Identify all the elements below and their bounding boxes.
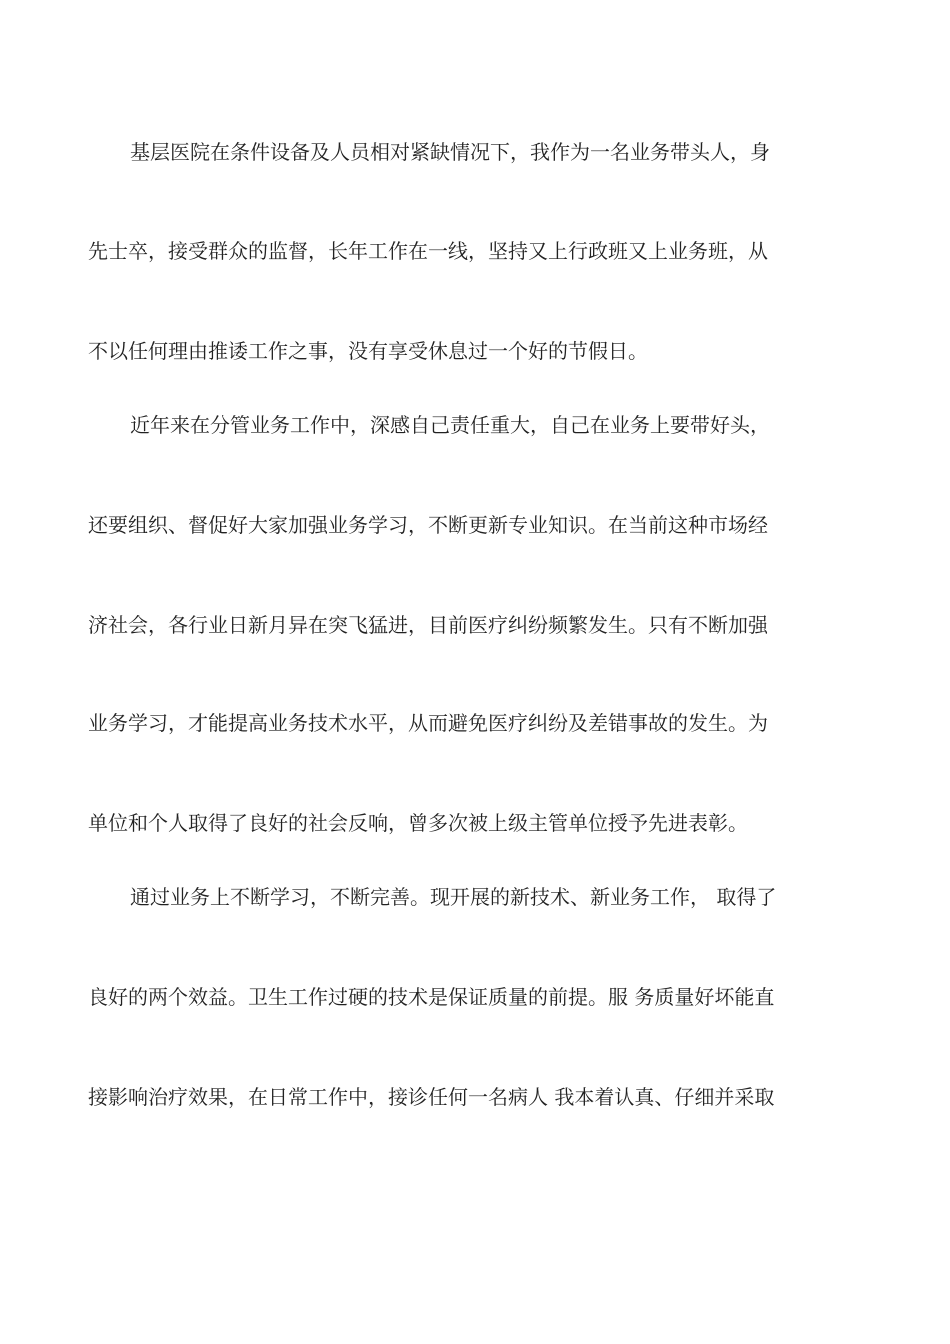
paragraph-2-line-2: 还要组织、督促好大家加强业务学习，不断更新专业知识。在当前这种市场经 bbox=[88, 513, 768, 537]
paragraph-1-line-1: 基层医院在条件设备及人员相对紧缺情况下，我作为一名业务带头人，身 bbox=[130, 140, 770, 164]
paragraph-2-line-5: 单位和个人取得了良好的社会反响，曾多次被上级主管单位授予先进表彰。 bbox=[88, 811, 748, 835]
paragraph-2-line-3: 济社会，各行业日新月异在突飞猛进，目前医疗纠纷频繁发生。只有不断加强 bbox=[88, 613, 768, 637]
paragraph-3-line-1: 通过业务上不断学习，不断完善。现开展的新技术、新业务工作， 取得了 bbox=[130, 885, 777, 909]
paragraph-3-line-2: 良好的两个效益。卫生工作过硬的技术是保证质量的前提。服 务质量好坏能直 bbox=[88, 985, 775, 1009]
paragraph-3-line-3: 接影响治疗效果，在日常工作中，接诊任何一名病人 我本着认真、仔细并采取 bbox=[88, 1085, 775, 1109]
paragraph-2-line-1: 近年来在分管业务工作中，深感自己责任重大，自己在业务上要带好头， bbox=[130, 413, 770, 437]
paragraph-1-line-2: 先士卒，接受群众的监督，长年工作在一线，坚持又上行政班又上业务班，从 bbox=[88, 239, 768, 263]
paragraph-2-line-4: 业务学习，才能提高业务技术水平，从而避免医疗纠纷及差错事故的发生。为 bbox=[88, 711, 768, 735]
paragraph-1-line-3: 不以任何理由推诿工作之事，没有享受休息过一个好的节假日。 bbox=[88, 339, 648, 363]
